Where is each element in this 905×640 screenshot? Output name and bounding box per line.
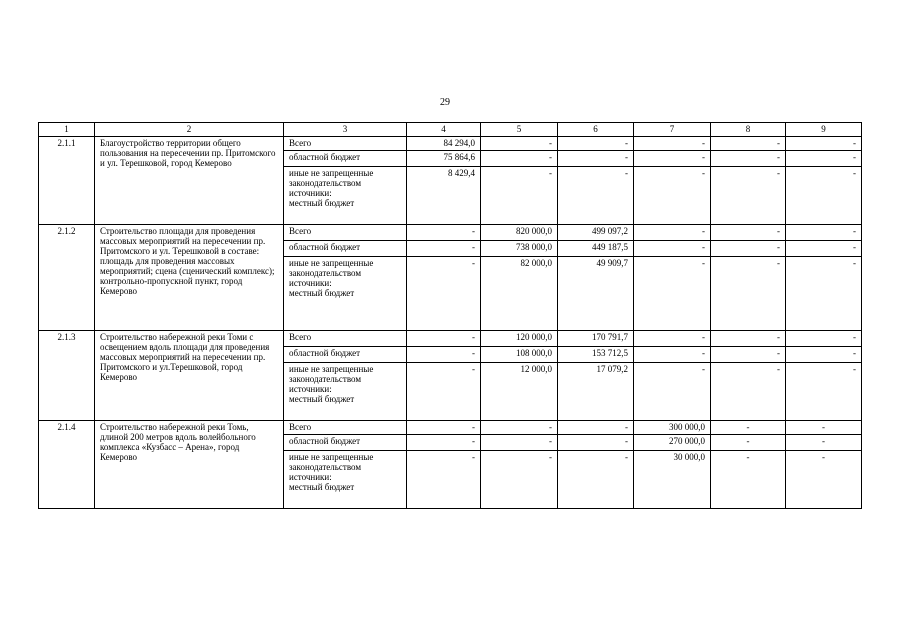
value-cell: - [407,241,481,257]
project-name: Строительство набережной реки Томи с освещением вдоль площади для проведения массовых мероприятий на пересечении пр. Притомского и ул.Терешковой, город Кемерово [95,331,284,421]
value-cell: 108 000,0 [481,347,558,363]
value-cell: - [711,137,786,151]
project-name: Строительство набережной реки Томь, длиной 200 метров вдоль волейбольного комплекса «Кузбасс – Арена», город Кемерово [95,421,284,509]
value-cell: - [711,363,786,421]
header-cell: 9 [786,123,862,137]
value-cell: - [711,241,786,257]
header-cell: 3 [284,123,407,137]
value-cell: - [407,451,481,509]
source-label-total: Всего [284,331,407,347]
source-other-note: иные не запрещенные законодательством источники: [289,364,374,394]
value-cell: - [481,137,558,151]
value-cell: - [786,167,862,225]
table-row [39,331,862,347]
value-cell: 82 000,0 [481,257,558,331]
value-cell: 75 864,6 [407,151,481,167]
value-cell: - [634,225,711,241]
value-cell: - [711,167,786,225]
project-code: 2.1.4 [39,421,95,509]
table-row [39,225,862,241]
value-cell: 84 294,0 [407,137,481,151]
value-cell: - [407,331,481,347]
value-cell: - [711,257,786,331]
value-cell: - [407,225,481,241]
project-code: 2.1.2 [39,225,95,331]
source-label-local: местный бюджет [289,288,355,298]
source-label-total: Всего [284,421,407,435]
source-label-local: местный бюджет [289,482,355,492]
value-cell: 170 791,7 [558,331,634,347]
source-cell [284,257,407,331]
value-cell: - [786,241,862,257]
value-cell: 120 000,0 [481,331,558,347]
value-cell: - [558,137,634,151]
source-cell [284,451,407,509]
project-name: Благоустройство территории общего пользования на пересечении пр. Притомского и ул. Терешковой, город Кемерово [95,137,284,225]
value-cell: - [407,435,481,451]
table-body [39,123,862,509]
value-cell: 270 000,0 [634,435,711,451]
value-cell: - [481,151,558,167]
source-cell [284,167,407,225]
project-code: 2.1.1 [39,137,95,225]
header-row [39,123,862,137]
value-cell: 738 000,0 [481,241,558,257]
source-label-regional: областной бюджет [284,241,407,257]
table-row [39,137,862,151]
header-cell: 8 [711,123,786,137]
value-cell: 49 909,7 [558,257,634,331]
value-cell: - [786,435,862,451]
value-cell: - [711,421,786,435]
value-cell: - [711,347,786,363]
budget-table [38,122,862,509]
value-cell: - [634,347,711,363]
value-cell: 820 000,0 [481,225,558,241]
value-cell: - [711,151,786,167]
value-cell: - [634,137,711,151]
value-cell: - [634,363,711,421]
value-cell: - [558,421,634,435]
header-cell: 7 [634,123,711,137]
source-label-regional: областной бюджет [284,151,407,167]
page-number: 29 [440,97,450,108]
source-label-total: Всего [284,225,407,241]
source-other-note: иные не запрещенные законодательством источники: [289,168,374,198]
value-cell: - [558,167,634,225]
source-label-total: Всего [284,137,407,151]
value-cell: - [711,435,786,451]
header-cell: 2 [95,123,284,137]
value-cell: - [558,151,634,167]
value-cell: - [711,225,786,241]
value-cell: - [786,363,862,421]
value-cell: - [634,257,711,331]
value-cell: - [786,151,862,167]
source-label-regional: областной бюджет [284,347,407,363]
header-cell: 4 [407,123,481,137]
header-cell: 5 [481,123,558,137]
value-cell: - [558,435,634,451]
value-cell: - [786,421,862,435]
value-cell: - [481,451,558,509]
value-cell: 300 000,0 [634,421,711,435]
value-cell: - [407,421,481,435]
value-cell: - [407,257,481,331]
source-other-note: иные не запрещенные законодательством источники: [289,452,374,482]
value-cell: - [786,451,862,509]
value-cell: - [711,331,786,347]
value-cell: - [481,435,558,451]
value-cell: - [407,363,481,421]
header-cell: 6 [558,123,634,137]
value-cell: - [786,257,862,331]
value-cell: 30 000,0 [634,451,711,509]
source-cell [284,363,407,421]
value-cell: - [634,241,711,257]
value-cell: - [634,151,711,167]
value-cell: - [634,167,711,225]
value-cell: 8 429,4 [407,167,481,225]
project-code: 2.1.3 [39,331,95,421]
source-label-local: местный бюджет [289,394,355,404]
source-label-local: местный бюджет [289,198,355,208]
value-cell: - [481,167,558,225]
value-cell: - [558,451,634,509]
value-cell: 499 097,2 [558,225,634,241]
value-cell: - [634,331,711,347]
value-cell: 17 079,2 [558,363,634,421]
value-cell: - [786,331,862,347]
value-cell: - [786,347,862,363]
value-cell: - [481,421,558,435]
source-label-regional: областной бюджет [284,435,407,451]
value-cell: 153 712,5 [558,347,634,363]
value-cell: - [786,137,862,151]
table-row [39,421,862,435]
header-cell: 1 [39,123,95,137]
value-cell: 12 000,0 [481,363,558,421]
value-cell: - [786,225,862,241]
source-other-note: иные не запрещенные законодательством источники: [289,258,374,288]
value-cell: 449 187,5 [558,241,634,257]
project-name: Строительство площади для проведения массовых мероприятий на пересечении пр. Притомского и ул. Терешковой в составе: площадь для проведения массовых мероприятий; сцена (сценический комплекс); контрольно-пропускной пункт, город Кемерово [95,225,284,331]
value-cell: - [711,451,786,509]
value-cell: - [407,347,481,363]
